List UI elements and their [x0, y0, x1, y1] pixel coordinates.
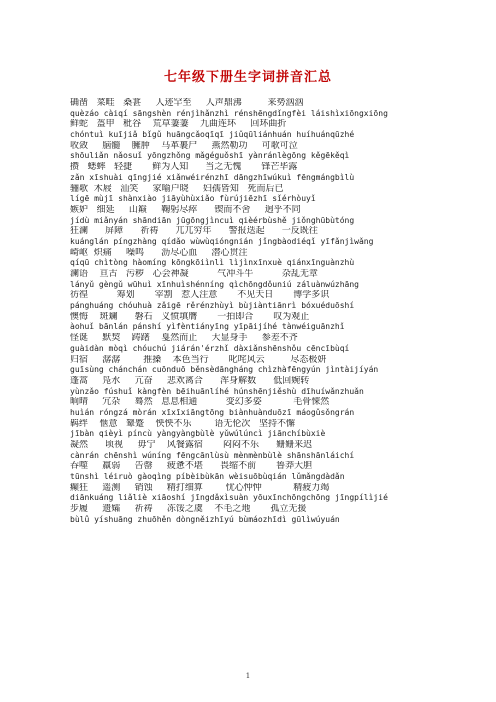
hanzi-line: 澜语 亘古 污秽 心会神凝 气冲斗牛 杂乱无章: [70, 269, 318, 279]
hanzi-line: 狂澜 屏障 祈祷 兀兀穷年 警报迭起 一反既往: [70, 226, 318, 237]
pinyin-line: lányǔ gèngǔ wūhuì xīnhuìshénníng qìchōngdǒuniú záluànwúzhāng: [70, 279, 359, 289]
hanzi-line: 凝然 顷视 毋宁 风餐露宿 闷闷不乐 姗姗来迟: [70, 440, 313, 450]
vocabulary-list: [70, 98, 460, 526]
hanzi-line: 蓬蒿 凫水 亢奋 悲欢离合 浑身解数 低回婉转: [70, 375, 310, 386]
hanzi-line: 晌晴 冗杂 蓦然 息息相通 变幻多姿 毛骨悚然: [70, 397, 330, 408]
pinyin-line: pánghuáng chóuhuà zǎigē rěrénzhùyì bùjiàntiānrì bóxuéduōshí: [70, 301, 355, 311]
pinyin-line: zǎn xīshuài qīngjié xiǎnwéirénzhī dāngzhīwúkuì fēngmángbìlù: [70, 172, 355, 182]
pinyin-line: quèzáo càiqí sāngshèn rénjìhǎnzhì rénshēngdǐngfèi láishìxiōngxiōng: [70, 108, 388, 118]
pinyin-line: huìán róngzá mòrán xīxīxiāngtōng biànhuànduōzī máogǔsǒngrán: [70, 407, 355, 417]
hanzi-line: 吞噬 羸弱 告罄 疲惫不堪 畏缩不前 鲁莽大胆: [70, 461, 313, 472]
pinyin-line: tūnshì léiruò gàoqìng píbèibùkān wèisuōbùqián lǔmǎngdàdǎn: [70, 472, 345, 482]
hanzi-line: 崎岖 炽痛 噪鸣 沥尽心血 潜心贯注: [70, 247, 248, 258]
hanzi-line: 归宿 潺潺 推搡 本色当行 叱咤风云 尽态极妍: [70, 354, 327, 365]
hanzi-line: 怪诞 默契 踌躇 戛然而止 大显身手 参差不齐: [70, 333, 298, 344]
pinyin-line: bùlǚ yíshuāng zhuōhěn dòngněizhīyú bùmáozhīdì gūlìwúyuán: [70, 514, 340, 524]
pinyin-line: àohuǐ bānlán pánshí yìfèntiányīng yīpāijíhé tànwéiguānzhǐ: [70, 322, 345, 332]
pinyin-line: jídù miǎnyán shāndiān jūgōngjìncuì qièérbùshě jiǒnghūbùtóng: [70, 215, 355, 225]
hanzi-line: 步履 遗孀 祈祷 冻馁之虞 不毛之地 孤立无援: [70, 504, 307, 515]
pinyin-line: shōuliǎn nǎosuǐ yōngzhǒng mǎgéguǒshī yànránlègōng kěgēkěqì: [70, 151, 350, 161]
pinyin-line: chóntuì kuījiǎ bǐgǔ huāngcǎoqīqī jiǔqūliánhuán huíhuánqūzhé: [70, 130, 355, 140]
pinyin-line: guàidàn mòqì chóuchú jiárán'érzhǐ dàxiǎnshēnshǒu cēncībùqí: [70, 343, 350, 353]
hanzi-line: 攒 蟋蟀 轻捷 鲜为人知 当之无愧 锋芒毕露: [70, 162, 298, 173]
hanzi-line: 嫉妒 细延 山巅 鞠躬尽瘁 锲而不舍 迥乎不同: [70, 204, 301, 215]
hanzi-line: 癫狂 遥测 销蚀 精打细算 忧心忡忡 精疲力竭: [70, 482, 330, 493]
pinyin-line: jībàn qièyì píncù yàngyàngbùlè yǔwúlúncì jiānchíbùxiè: [70, 429, 326, 439]
pinyin-line: qíqū chìtòng hàomíng kōngkōiìnlì lìjìnxīnxuè qiánxīnguànzhù: [70, 258, 355, 268]
hanzi-line: 鲜蛇 盔甲 秕谷 荒草萋萋 九曲连环 回环曲折: [70, 119, 287, 130]
hanzi-line: 确凿 菜畦 桑葚 人迹罕至 人声鼎沸 来势汹汹: [70, 98, 304, 108]
pinyin-line: kuánglán píngzhàng qídǎo wùwùqióngnián jǐngbàodiéqǐ yīfǎnjìwǎng: [70, 236, 374, 246]
pinyin-line: lígē mùjī shànxiào jiāyùhùxiǎo fùrújiēzhī sǐérhòuyǐ: [70, 194, 316, 204]
page-number: 1: [245, 672, 251, 680]
hanzi-line: 骊歌 木屐 汕笑 家喻户晓 妇孺皆知 死而后已: [70, 183, 284, 194]
pinyin-line: guīsùng chánchán cuōnduō běnsèdāngháng chìzhàfēngyún jìntàijíyán: [70, 365, 379, 375]
hanzi-line: 彷徨 筹划 宰割 惹人注意 不见天日 博学多识: [70, 290, 330, 301]
pinyin-line: cànrán chēnshì wúníng fēngcānlùsù mènmènbùlè shānshānláichí: [70, 450, 355, 460]
pinyin-line: diānkuáng liǎliè xiāoshí jīngdǎxìsuàn yōuxīnchōngchōng jīngpílìjié: [70, 493, 388, 503]
pinyin-line: yùnzǎo fúshuǐ kàngfèn bēihuānlíhé húnshēnjiěshù dīhuíwǎnzhuǎn: [70, 386, 364, 396]
hanzi-line: 羁绊 惬意 颦蹙 怏怏不乐 语无伦次 坚持不懈: [70, 418, 295, 429]
hanzi-line: 收敛 脑髓 臃肿 马革裹尸 燕然勒功 可歌可泣: [70, 140, 298, 151]
hanzi-line: 懊悔 斑斓 磐石 义愤填膺 一拍即合 叹为观止: [70, 311, 310, 322]
page-title: 七年级下册生字词拼音汇总: [163, 70, 332, 85]
